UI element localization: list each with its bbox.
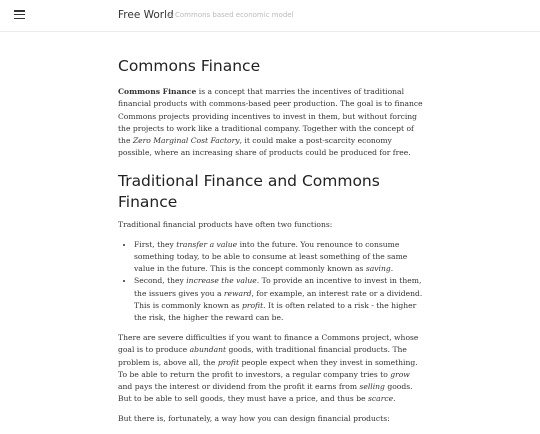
paragraph-text: goods, with traditional financial products. The problem is, above all, the [118,345,407,367]
list-item [134,239,423,276]
intro-emphasis: Zero Marginal Cost Factory [132,135,240,145]
list-text: into the future. You renounce to consume something today, to be able to consume at least something of the same value in the future. This is the concept commonly known as [134,239,408,274]
list-text: First, they [134,239,177,249]
list-emphasis: profit [241,300,264,310]
paragraph-text: There are severe difficulties if you want to finance a Commons project, whose goal is to produce [118,333,419,355]
list-text: . [390,264,394,274]
paragraph-emphasis: scarce [368,394,394,404]
list-text: . To provide an incentive to invest in them, the issuers gives you a [134,276,422,298]
paragraph-emphasis: profit [217,357,240,367]
paragraph-emphasis: selling [359,382,385,392]
list-emphasis: reward [223,288,252,298]
paragraph-emphasis: abundant [189,345,227,355]
list-text: Second, they [134,276,187,286]
list-text: . It is often related to a risk - the higher the risk, the higher the reward can be. [134,300,417,323]
site-description: A Commons based economic model [168,11,294,19]
intro-paragraph [118,86,423,159]
top-bar [0,0,540,32]
paragraph-emphasis: grow [390,369,410,379]
list-item [134,275,423,324]
paragraph-text: . [393,394,396,404]
intro-text: is a concept that marries the incentives of traditional financial products with commons-based peer production. The goal is to finance Commons projects providing incentives to invest in them, but without forcing the projects to work like a traditional company. Together with the concept of the [118,87,423,145]
paragraph-text: people expect when they invest in something. To be able to return the profit to investors, a regular company tries to [118,357,418,379]
list-text: , for example, an interest rate or a dividend. This is commonly known as [134,288,423,310]
intro-term: Commons Finance [118,87,197,97]
hamburger-menu-icon[interactable] [14,10,25,19]
paragraph-text: goods. But to be able to sell goods, they must have a price, and thus be [118,382,413,404]
article [118,56,423,434]
design-paragraph: But there is, fortunately, a way how you can design financial products: [118,414,390,424]
difficulties-paragraph [118,332,423,405]
page-title: Commons Finance [118,57,261,75]
intro-text: , it could make a post-scarcity economy possible, where an increasing share of products could be produced for free. [118,135,411,158]
site-title[interactable]: Free World [118,9,174,21]
functions-list [118,239,423,324]
section-intro: Traditional financial products have often two functions: [118,219,333,229]
list-emphasis: transfer a value [176,239,238,249]
list-emphasis: increase the value [186,276,257,286]
section-heading: Traditional Finance and Commons Finance [118,172,380,211]
list-emphasis: saving [365,264,391,274]
paragraph-text: and pays the interest or dividend from the profit it earns from [118,382,360,392]
